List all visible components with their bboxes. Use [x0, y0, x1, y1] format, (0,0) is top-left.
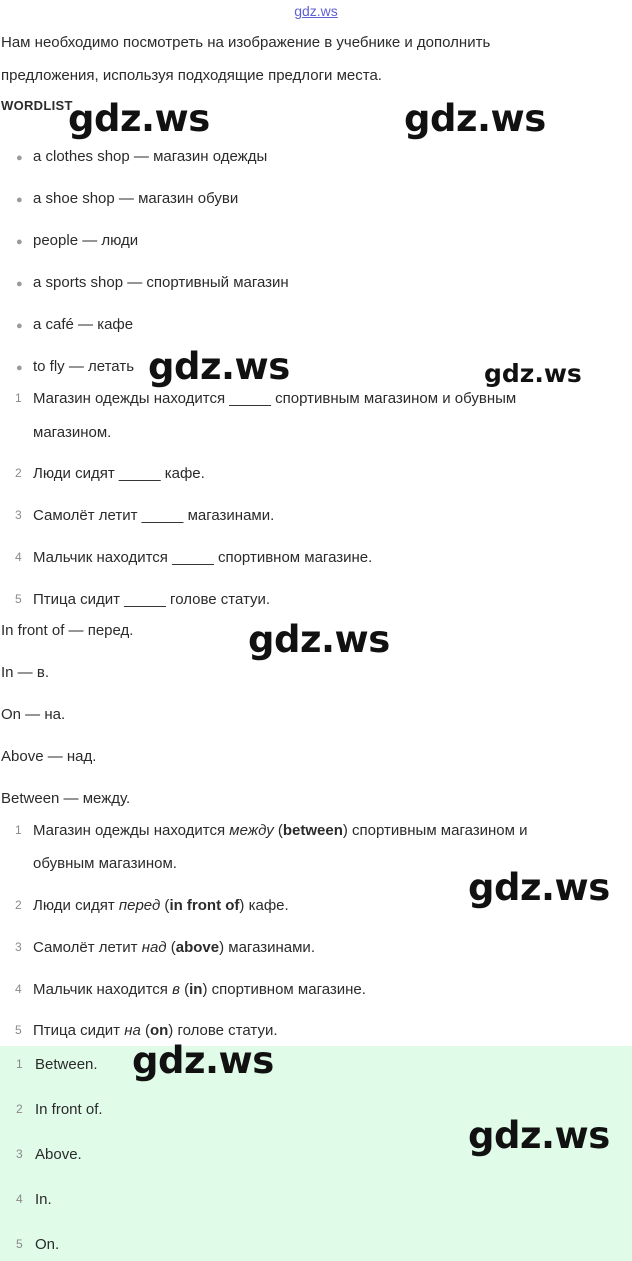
task-number: 3	[15, 508, 22, 522]
glossary-entry: In — в.	[1, 664, 49, 681]
bullet-icon: ●	[16, 362, 23, 374]
solution-text: обувным магазином.	[33, 855, 177, 872]
bullet-icon: ●	[16, 320, 23, 332]
task-number: 1	[15, 391, 22, 405]
solution-text: Самолёт летит над (above) магазинами.	[33, 939, 315, 956]
bullet-icon: ●	[16, 194, 23, 206]
solution-text: Магазин одежды находится между (between) спортивным магазином и	[33, 822, 528, 839]
site-header-link[interactable]: gdz.ws	[294, 3, 338, 19]
task-number: 4	[15, 550, 22, 564]
answer-text: In.	[35, 1191, 52, 1208]
watermark: gdz.ws	[404, 97, 546, 140]
watermark: gdz.ws	[132, 1039, 274, 1082]
wordlist-heading: WORDLIST	[1, 98, 73, 113]
solution-text: Мальчик находится в (in) спортивном магазине.	[33, 981, 366, 998]
watermark: gdz.ws	[248, 618, 390, 661]
bullet-icon: ●	[16, 278, 23, 290]
task-number: 5	[15, 592, 22, 606]
watermark: gdz.ws	[68, 97, 210, 140]
wordlist-item: a shoe shop — магазин обуви	[33, 190, 239, 207]
glossary-entry: In front of — перед.	[1, 622, 134, 639]
answer-number: 2	[16, 1102, 23, 1116]
answer-number: 1	[16, 1057, 23, 1071]
intro-line-2: предложения, используя подходящие предлоги места.	[1, 67, 382, 84]
watermark: gdz.ws	[468, 866, 610, 909]
glossary-entry: Between — между.	[1, 790, 131, 807]
task-text: Мальчик находится _____ спортивном магазине.	[33, 549, 373, 566]
answer-text: On.	[35, 1236, 60, 1253]
task-text: Магазин одежды находится _____ спортивным магазином и обувным	[33, 390, 517, 407]
wordlist-item: people — люди	[33, 232, 139, 249]
wordlist-item: to fly — летать	[33, 358, 135, 375]
glossary-entry: On — на.	[1, 706, 66, 723]
wordlist-item: a clothes shop — магазин одежды	[33, 148, 268, 165]
solution-number: 2	[15, 898, 22, 912]
watermark: gdz.ws	[468, 1114, 610, 1157]
task-number: 2	[15, 466, 22, 480]
bullet-icon: ●	[16, 152, 23, 164]
answer-number: 3	[16, 1147, 23, 1161]
answer-text: Above.	[35, 1146, 82, 1163]
answer-number: 5	[16, 1237, 23, 1251]
wordlist-item: a sports shop — спортивный магазин	[33, 274, 289, 291]
solution-number: 5	[15, 1023, 22, 1037]
bullet-icon: ●	[16, 236, 23, 248]
answer-text: In front of.	[35, 1101, 103, 1118]
intro-line-1: Нам необходимо посмотреть на изображение в учебнике и дополнить	[1, 34, 491, 51]
task-text: Люди сидят _____ кафе.	[33, 465, 205, 482]
glossary-entry: Above — над.	[1, 748, 97, 765]
wordlist-item: a café — кафе	[33, 316, 134, 333]
solution-number: 3	[15, 940, 22, 954]
solution-text: Птица сидит на (on) голове статуи.	[33, 1022, 278, 1039]
watermark: gdz.ws	[148, 345, 290, 388]
answer-text: Between.	[35, 1056, 98, 1073]
task-text: Птица сидит _____ голове статуи.	[33, 591, 271, 608]
solution-number: 4	[15, 982, 22, 996]
solution-number: 1	[15, 823, 22, 837]
task-text: магазином.	[33, 424, 112, 441]
task-text: Самолёт летит _____ магазинами.	[33, 507, 275, 524]
watermark: gdz.ws	[484, 359, 582, 388]
solution-text: Люди сидят перед (in front of) кафе.	[33, 897, 289, 914]
answer-number: 4	[16, 1192, 23, 1206]
